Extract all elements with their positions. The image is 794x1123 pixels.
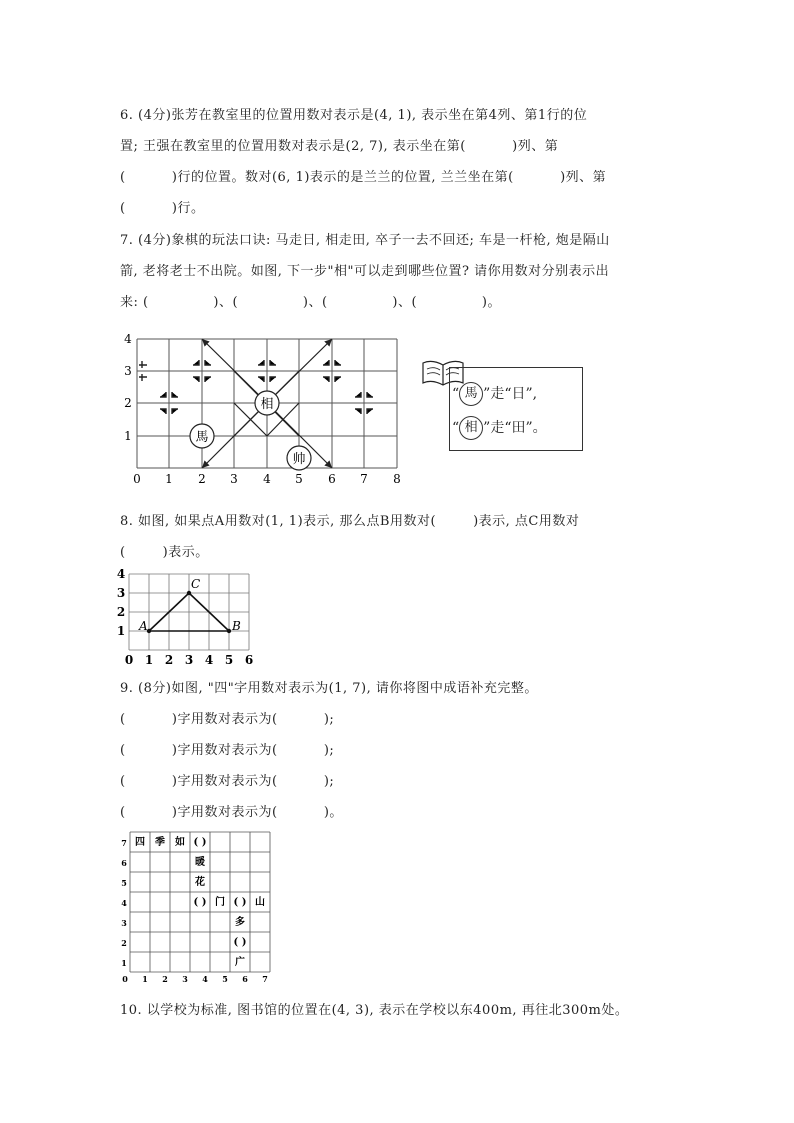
svg-text:花: 花	[195, 877, 205, 888]
svg-text:6: 6	[242, 974, 248, 984]
svg-text:馬: 馬	[195, 430, 209, 445]
svg-text:2: 2	[164, 653, 174, 667]
triangle-grid-lines	[129, 574, 249, 650]
svg-text:( ): ( )	[193, 837, 207, 848]
svg-text:四: 四	[135, 837, 145, 848]
q7-line-2: 箭, 老将老士不出院。如图, 下一步"相"可以走到哪些位置? 请你用数对分别表示出	[120, 264, 610, 279]
note-xiang-circle: 相	[459, 416, 483, 440]
svg-text:广: 广	[235, 957, 245, 968]
q7-line-3: 来: ( )、( )、( )、( )。	[120, 295, 501, 310]
q6-line-1: 6. (4分)张芳在教室里的位置用数对表示是(4, 1), 表示坐在第4列、第1行的位	[120, 108, 588, 123]
triangle-grid-figure	[112, 564, 262, 669]
svg-text:1: 1	[121, 958, 127, 968]
svg-text:4: 4	[121, 898, 127, 908]
quote-close: ”	[483, 420, 491, 436]
svg-text:5: 5	[224, 653, 234, 667]
q8-line-1: 8. 如图, 如果点A用数对(1, 1)表示, 那么点B用数对( )表示, 点C用数对	[120, 514, 580, 529]
svg-text:5: 5	[121, 878, 127, 888]
q6-line-4: ( )行。	[120, 201, 205, 216]
svg-text:3: 3	[182, 974, 188, 984]
svg-text:山: 山	[255, 897, 265, 908]
q6-line-2: 置; 王强在教室里的位置用数对表示是(2, 7), 表示坐在第( )列、第	[120, 139, 559, 154]
idiom-x-ticks	[122, 974, 268, 984]
svg-text:4: 4	[124, 332, 132, 346]
triangle-x-ticks	[125, 653, 253, 667]
svg-text:1: 1	[144, 653, 154, 667]
svg-text:8: 8	[393, 472, 401, 486]
note-row-ma	[452, 382, 537, 406]
svg-text:( ): ( )	[193, 897, 207, 908]
point-c-dot	[187, 591, 191, 595]
svg-text:2: 2	[198, 472, 206, 486]
svg-text:门: 门	[215, 897, 225, 908]
svg-text:3: 3	[184, 653, 194, 667]
svg-text:0: 0	[133, 472, 141, 486]
svg-text:0: 0	[122, 974, 128, 984]
quote-open: “	[452, 386, 460, 402]
svg-text:4: 4	[204, 653, 214, 667]
svg-text:3: 3	[124, 364, 132, 378]
svg-text:2: 2	[121, 938, 127, 948]
idiom-y-ticks	[121, 838, 127, 968]
svg-text:3: 3	[121, 918, 127, 928]
note-xiang-text: 走“田”。	[490, 420, 547, 436]
piece-xiang	[255, 391, 279, 415]
svg-text:6: 6	[244, 653, 254, 667]
chess-board-figure	[115, 330, 415, 490]
q10-line-1: 10. 以学校为标准, 图书馆的位置在(4, 3), 表示在学校以东400m, 再往北300m处。	[120, 1003, 629, 1018]
svg-text:5: 5	[295, 472, 303, 486]
svg-text:4: 4	[263, 472, 271, 486]
q9-answer-row-3: ( )字用数对表示为( );	[120, 774, 335, 789]
svg-text:1: 1	[142, 974, 148, 984]
point-b-label: B	[232, 619, 241, 633]
svg-text:相: 相	[260, 397, 274, 412]
svg-text:1: 1	[124, 429, 132, 443]
svg-text:7: 7	[121, 838, 127, 848]
svg-text:3: 3	[230, 472, 238, 486]
svg-text:6: 6	[121, 858, 127, 868]
q8-line-2: ( )表示。	[120, 545, 209, 560]
svg-text:3: 3	[116, 586, 126, 600]
svg-text:帅: 帅	[292, 452, 306, 467]
board-y-ticks	[124, 332, 132, 443]
svg-text:2: 2	[162, 974, 168, 984]
svg-text:( ): ( )	[233, 937, 247, 948]
svg-text:2: 2	[124, 396, 132, 410]
q9-line-1: 9. (8分)如图, "四"字用数对表示为(1, 7), 请你将图中成语补充完整。	[120, 681, 538, 696]
svg-text:暖: 暖	[195, 857, 205, 868]
board-x-ticks	[133, 472, 401, 486]
svg-text:( ): ( )	[233, 897, 247, 908]
quote-close: ”	[483, 386, 491, 402]
q9-answer-row-1: ( )字用数对表示为( );	[120, 712, 335, 727]
svg-text:4: 4	[202, 974, 208, 984]
piece-ma	[190, 424, 214, 448]
svg-text:6: 6	[328, 472, 336, 486]
q7-line-1: 7. (4分)象棋的玩法口诀: 马走日, 相走田, 卒子一去不回还; 车是一杆枪, 炮是隔山	[120, 233, 610, 248]
svg-text:7: 7	[360, 472, 368, 486]
svg-text:5: 5	[222, 974, 228, 984]
svg-text:季: 季	[155, 837, 165, 848]
point-c-label: C	[191, 577, 201, 591]
svg-text:1: 1	[116, 624, 126, 638]
q9-answer-row-4: ( )字用数对表示为( )。	[120, 805, 343, 820]
note-row-xiang	[452, 416, 547, 440]
triangle-y-ticks	[117, 567, 125, 638]
svg-text:4: 4	[116, 567, 126, 581]
svg-text:多: 多	[235, 917, 245, 928]
idiom-grid-figure	[116, 827, 276, 987]
note-ma-text: 走“日”,	[490, 386, 538, 402]
svg-text:2: 2	[116, 605, 126, 619]
q6-line-3: ( )行的位置。数对(6, 1)表示的是兰兰的位置, 兰兰坐在第( )列、第	[120, 170, 607, 185]
idiom-characters	[135, 835, 265, 968]
svg-text:1: 1	[165, 472, 173, 486]
point-b-dot	[227, 629, 231, 633]
q9-answer-row-2: ( )字用数对表示为( );	[120, 743, 335, 758]
rule-note	[449, 367, 583, 451]
note-ma-circle: 馬	[459, 382, 483, 406]
svg-text:0: 0	[124, 653, 134, 667]
svg-text:如: 如	[175, 837, 185, 848]
quote-open: “	[452, 420, 460, 436]
point-a-label: A	[139, 619, 148, 633]
svg-text:7: 7	[262, 974, 268, 984]
piece-shuai	[287, 446, 311, 470]
